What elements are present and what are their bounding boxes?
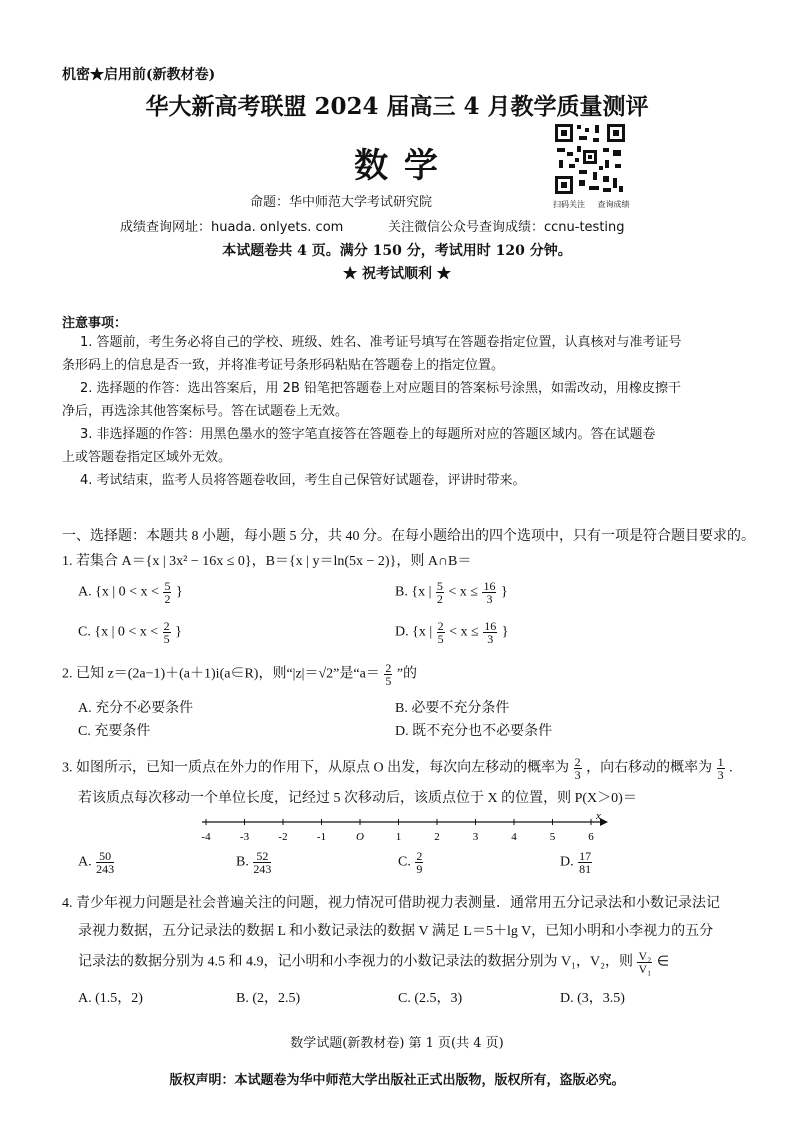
- question-4-option-c: C. (2.5，3): [398, 991, 463, 1006]
- numerator: 2: [574, 755, 581, 769]
- number-line-figure: [198, 812, 610, 846]
- page-footer: 数学试题(新教材卷) 第 1 页(共 4 页): [290, 1036, 504, 1051]
- option-text: }: [175, 624, 182, 640]
- option-text: }: [501, 624, 509, 640]
- question-4-option-b: B. (2，2.5): [236, 991, 301, 1006]
- exam-title: 华大新高考联盟 2024 届高三 4 月教学质量测评: [145, 93, 649, 120]
- tick-label: 4: [511, 831, 517, 843]
- denominator: 3: [486, 592, 493, 606]
- fraction: [384, 662, 392, 687]
- option-label: A.: [78, 854, 92, 870]
- note-line: 上或答题卷指定区域外无效。: [62, 450, 232, 465]
- note-line: 条形码上的信息是否一致，并将准考证号条形码粘贴在答题卷上的指定位置。: [62, 358, 505, 373]
- fraction: [96, 850, 114, 875]
- option-text: }: [175, 584, 183, 600]
- tick-label: 6: [588, 831, 594, 843]
- qr-caption-query: 查询成绩: [597, 200, 630, 209]
- fraction: [717, 756, 725, 781]
- option-label: B.: [395, 584, 408, 600]
- option-text: {x | 0 < x <: [94, 624, 159, 640]
- note-line: 3. 非选择题的作答：用黑色墨水的签字笔直接答在答题卷上的每题所对应的答题区域内。答在试题卷: [80, 427, 656, 442]
- copyright-notice: 版权声明：本试题卷为华中师范大学出版社正式出版物，版权所有，盗版必究。: [169, 1073, 625, 1088]
- fraction: [436, 580, 444, 605]
- question-4-option-a: A. (1.5，2): [78, 991, 143, 1006]
- denominator: 5: [437, 632, 444, 646]
- question-3-option-c: [398, 850, 424, 875]
- question-4-line2: 录视力数据，五分记录法的数据 L 和小数记录法的数据 V 满足 L＝5＋lg V，已知小明和小李视力的五分: [78, 924, 714, 939]
- stem-text: 记录法的数据分别为 4.5 和 4.9，记小明和小李视力的小数记录法的数据分别为 V₁，V₂，则: [78, 954, 633, 970]
- option-label: D.: [560, 854, 574, 870]
- denominator: 3: [487, 632, 494, 646]
- denominator: 5: [385, 674, 392, 688]
- fraction: [483, 620, 497, 645]
- fraction: [253, 850, 271, 875]
- tick-label: 1: [395, 831, 402, 843]
- qr-code-image: [553, 122, 627, 196]
- numerator: 2: [385, 661, 392, 675]
- stem-text: ，向右移动的概率为: [586, 760, 713, 776]
- fraction: [574, 756, 582, 781]
- question-3-option-a: [78, 850, 115, 875]
- question-3-option-b: [236, 850, 272, 875]
- fraction: [482, 580, 496, 605]
- subject-title: 数 学: [354, 146, 440, 186]
- wishes-line: ★ 祝考试顺利 ★: [343, 266, 451, 282]
- denominator: 243: [253, 862, 272, 876]
- fraction: [415, 850, 423, 875]
- question-1-option-d: [395, 620, 508, 645]
- option-text: {x |: [412, 624, 433, 640]
- qr-caption-follow: 扫码关注: [553, 200, 585, 209]
- tick-label: -2: [278, 831, 288, 843]
- option-label: A.: [78, 584, 92, 600]
- option-label: B.: [236, 854, 249, 870]
- numerator: 52: [253, 850, 271, 863]
- confidential-label: 机密★启用前(新教材卷): [62, 67, 216, 83]
- numerator: 16: [484, 619, 497, 633]
- fraction: [578, 850, 592, 875]
- stem-text: ”的: [396, 666, 418, 682]
- question-1-stem: 1. 若集合 A＝{x | 3x² − 16x ≤ 0}，B＝{x | y＝ln(5x − 2)}，则 A∩B＝: [62, 554, 472, 569]
- numerator: 2: [416, 849, 423, 863]
- axis-arrow-icon: [600, 818, 608, 826]
- option-text: < x ≤: [448, 584, 478, 600]
- wechat-query: 关注微信公众号查询成绩：ccnu-testing: [388, 220, 625, 235]
- question-2-option-a: A. 充分不必要条件: [78, 701, 194, 716]
- option-text: }: [500, 584, 508, 600]
- denominator: 3: [717, 768, 724, 782]
- fraction: [637, 950, 652, 975]
- note-line: 4. 考试结束，监考人员将答题卷收回，考生自己保管好试题卷，评讲时带来。: [80, 473, 526, 488]
- tick-label: 2: [434, 831, 440, 843]
- option-text: {x | 0 < x <: [95, 584, 159, 600]
- stem-text: ∈: [656, 954, 670, 970]
- denominator: 2: [436, 592, 443, 606]
- numerator: 2: [437, 619, 444, 633]
- notes-heading: 注意事项：: [62, 316, 128, 331]
- axis-label: x: [596, 812, 601, 822]
- question-4-option-d: D. (3，3.5): [560, 991, 625, 1006]
- question-3-stem-line1: [62, 756, 733, 781]
- denominator: 2: [164, 592, 171, 606]
- note-line: 净后，再选涂其他答案标号。答在试题卷上无效。: [62, 404, 349, 419]
- fraction: [437, 620, 445, 645]
- numerator: 50: [96, 850, 114, 863]
- fraction: [163, 620, 171, 645]
- question-4-line3: [78, 950, 669, 975]
- stem-text: 3. 如图所示，已知一质点在外力的作用下，从原点 O 出发，每次向左移动的概率为: [62, 760, 570, 776]
- proposer-line: 命题：华中师范大学考试研究院: [250, 195, 433, 210]
- fraction: [163, 580, 171, 605]
- stem-text: .: [729, 760, 733, 776]
- question-2-option-b: B. 必要不充分条件: [395, 701, 510, 716]
- note-line: 1. 答题前，考生务必将自己的学校、班级、姓名、准考证号填写在答题卷指定位置，认真核对与准考证号: [80, 335, 682, 350]
- note-line: 2. 选择题的作答：选出答案后，用 2B 铅笔把答题卷上对应题目的答案标号涂黑，如需改动，用橡皮擦干: [80, 381, 681, 396]
- numerator: 17: [579, 849, 592, 863]
- question-2-option-c: C. 充要条件: [78, 724, 151, 739]
- option-text: {x |: [411, 584, 432, 600]
- tick-label: 5: [549, 831, 556, 843]
- stem-text: 2. 已知 z＝(2a−1)＋(a＋1)i(a∈R)，则“|z|＝√2”是“a＝: [62, 666, 380, 682]
- denominator: 243: [96, 862, 115, 876]
- score-query-url: 成绩查询网址：huada. onlyets. com: [120, 220, 344, 235]
- tick-label: O: [356, 831, 364, 843]
- denominator: 81: [579, 862, 592, 876]
- option-text: < x ≤: [449, 624, 479, 640]
- numerator: 2: [163, 619, 170, 633]
- tick-label: 3: [472, 831, 479, 843]
- question-1-option-c: [78, 620, 182, 645]
- question-1-option-a: [78, 580, 183, 605]
- denominator: 9: [416, 862, 423, 876]
- numerator: 5: [164, 579, 171, 593]
- tick-label: -3: [239, 831, 250, 843]
- denominator: 5: [163, 632, 170, 646]
- question-3-stem-line2: 若该质点每次移动一个单位长度，记经过 5 次移动后，该质点位于 X 的位置，则 P(X＞0)＝: [78, 791, 637, 806]
- option-label: C.: [78, 624, 91, 640]
- question-2-stem: [62, 662, 417, 687]
- numerator: 5: [436, 579, 443, 593]
- tick-label: -1: [316, 831, 327, 843]
- numerator: 16: [483, 579, 496, 593]
- qr-caption: [553, 199, 630, 210]
- exam-info: 本试题卷共 4 页。满分 150 分，考试用时 120 分钟。: [222, 243, 572, 259]
- tick-label: -4: [201, 831, 211, 843]
- section-heading: 一、选择题：本题共 8 小题，每小题 5 分，共 40 分。在每小题给出的四个选项中，只有一项是符合题目要求的。: [62, 529, 755, 544]
- numerator: 1: [717, 755, 724, 769]
- option-label: D.: [395, 624, 409, 640]
- denominator: 3: [574, 768, 581, 782]
- option-label: C.: [398, 854, 411, 870]
- question-3-option-d: [560, 850, 593, 875]
- denominator: V₁: [638, 962, 652, 976]
- numerator: V₂: [638, 949, 652, 963]
- question-2-option-d: D. 既不充分也不必要条件: [395, 724, 553, 739]
- question-4-line1: 4. 青少年视力问题是社会普遍关注的问题，视力情况可借助视力表测量．通常用五分记录法和小数记录法记: [62, 896, 720, 911]
- question-1-option-b: [395, 580, 508, 605]
